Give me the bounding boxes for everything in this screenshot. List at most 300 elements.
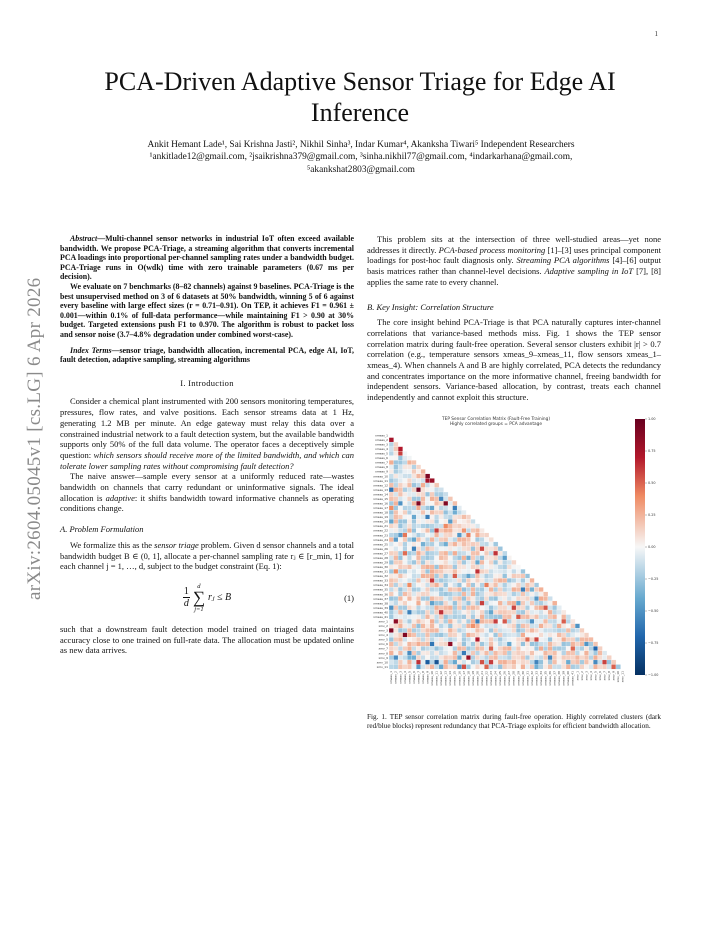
heatmap-cell — [480, 574, 485, 579]
heatmap-cell — [525, 637, 530, 642]
heatmap-cell — [434, 583, 439, 588]
heatmap-cell — [539, 614, 544, 619]
heatmap-cell — [453, 605, 458, 610]
heatmap-cell — [394, 519, 399, 524]
heatmap-cell — [416, 496, 421, 501]
heatmap-cell — [484, 587, 489, 592]
heatmap-cell — [398, 474, 403, 479]
heatmap-row-label: xmeas_40 — [373, 610, 388, 615]
heatmap-cell — [425, 524, 430, 529]
heatmap-cell — [403, 537, 408, 542]
heatmap-cell — [502, 651, 507, 656]
heatmap-cell — [434, 592, 439, 597]
heatmap-cell — [425, 533, 430, 538]
heatmap-cell — [448, 546, 453, 551]
heatmap-cell — [389, 664, 394, 669]
heatmap-cell — [453, 501, 458, 506]
related-work-paragraph — [367, 234, 661, 288]
heatmap-cell — [525, 587, 530, 592]
heatmap-cell — [457, 533, 462, 538]
heatmap-cell — [398, 637, 403, 642]
heatmap-row-label: xmeas_2 — [375, 437, 388, 442]
heatmap-cell — [557, 633, 562, 638]
heatmap-cell — [475, 601, 480, 606]
heatmap-cell — [475, 578, 480, 583]
heatmap-cell — [403, 583, 408, 588]
heatmap-cell — [453, 587, 458, 592]
heatmap-cell — [403, 605, 408, 610]
heatmap-cell — [389, 592, 394, 597]
heatmap-cell — [421, 583, 426, 588]
heatmap-cell — [462, 564, 467, 569]
heatmap-cell — [521, 596, 526, 601]
author-emails: ¹ankitlade12@gmail.com, ²jsaikrishna379@gmail.com, ³sinha.nikhil77@gmail.com, ⁴indarkarhana@gmail.com, — [149, 152, 573, 163]
heatmap-cell — [439, 551, 444, 556]
heatmap-cell — [403, 542, 408, 547]
heatmap-cell — [457, 655, 462, 660]
heatmap-cell — [471, 642, 476, 647]
heatmap-cell — [403, 492, 408, 497]
colorbar-tick-label: −0.75 — [648, 641, 659, 646]
heatmap-cell — [480, 587, 485, 592]
heatmap-cell — [430, 546, 435, 551]
author-block — [58, 139, 664, 176]
heatmap-cell — [457, 564, 462, 569]
heatmap-cell — [453, 610, 458, 615]
heatmap-cell — [521, 664, 526, 669]
heatmap-cell — [575, 651, 580, 656]
heatmap-cell — [498, 610, 503, 615]
heatmap-cell — [425, 569, 430, 574]
heatmap-cell — [434, 601, 439, 606]
heatmap-cell — [471, 651, 476, 656]
heatmap-cell — [407, 465, 412, 470]
heatmap-cell — [421, 578, 426, 583]
heatmap-cell — [398, 469, 403, 474]
heatmap-cell — [516, 623, 521, 628]
heatmap-cell — [466, 578, 471, 583]
heatmap-cell — [434, 642, 439, 647]
heatmap-cell — [457, 596, 462, 601]
heatmap-cell — [561, 651, 566, 656]
heatmap-cell — [398, 542, 403, 547]
heatmap-cell — [448, 601, 453, 606]
heatmap-cell — [466, 560, 471, 565]
heatmap-cell — [416, 537, 421, 542]
heatmap-cell — [552, 619, 557, 624]
heatmap-cell — [434, 524, 439, 529]
colorbar-tick-label: −1.00 — [648, 673, 659, 678]
heatmap-cell — [453, 592, 458, 597]
heatmap-cell — [462, 592, 467, 597]
heatmap-cell — [394, 587, 399, 592]
heatmap-row-labels — [373, 433, 388, 668]
heatmap-cell — [475, 646, 480, 651]
heatmap-cell — [453, 655, 458, 660]
heatmap-column-label: xmeas_33 — [534, 670, 539, 686]
heatmap-cell — [389, 646, 394, 651]
heatmap-cell — [521, 605, 526, 610]
colorbar-tick-label: 0.25 — [648, 513, 656, 518]
heatmap-cell — [425, 555, 430, 560]
heatmap-cell — [475, 623, 480, 628]
heatmap-cell — [434, 528, 439, 533]
heatmap-cell — [403, 569, 408, 574]
heatmap-cell — [421, 596, 426, 601]
equation-rhs: rⱼ ≤ B — [207, 591, 232, 603]
problem-paragraph-2: such that a downstream fault detection model trained on triaged data maintains accuracy close to one trained on full-rate data. The allocation must be updated online as new data arrives. — [60, 623, 354, 656]
heatmap-cell — [398, 587, 403, 592]
colorbar-tick-label: 0.00 — [648, 545, 656, 550]
heatmap-cell — [457, 619, 462, 624]
heatmap-cell — [439, 528, 444, 533]
heatmap-cell — [507, 560, 512, 565]
heatmap-cell — [580, 628, 585, 633]
heatmap-cell — [398, 451, 403, 456]
heatmap-row-label: xmeas_29 — [373, 560, 388, 565]
heatmap-column-label: xmeas_5 — [407, 670, 412, 684]
sigma-symbol: ∑ — [192, 587, 205, 607]
heatmap-cell — [453, 505, 458, 510]
heatmap-cell — [412, 560, 417, 565]
heatmap-cell — [403, 587, 408, 592]
heatmap-cell — [571, 633, 576, 638]
heatmap-cell — [498, 578, 503, 583]
heatmap-cell — [412, 542, 417, 547]
abstract-label: Abstract — [70, 234, 98, 243]
heatmap-column-label: xmeas_8 — [420, 670, 425, 684]
heatmap-row-label: xmv_1 — [378, 619, 388, 624]
heatmap-cell — [394, 633, 399, 638]
heatmap-cell — [484, 592, 489, 597]
key-insight-paragraph: The core insight behind PCA-Triage is that PCA naturally captures inter-channel correlations that variance-based methods miss. Fig. 1 shows the TEP sensor correlation matrix during fault-free operation. Several sensor clusters exhibit |r| > 0.7 correlation (e.g., temperature sensors xmeas_9–xmeas_11, flow sensors xmeas_1–xmeas_4). When channels A and B are highly correlated, PCA detects the redundancy and concentrates importance on the more informative channel, freeing bandwidth for independent sensors. Variance-based allocation, by contrast, treats each channel independently and cannot exploit this structure. — [367, 317, 661, 403]
heatmap-cell — [403, 528, 408, 533]
heatmap-cell — [480, 551, 485, 556]
heatmap-cell — [525, 633, 530, 638]
heatmap-cell — [475, 533, 480, 538]
heatmap-cell — [484, 560, 489, 565]
heatmap-cell — [425, 542, 430, 547]
heatmap-cell — [502, 555, 507, 560]
heatmap-cell — [443, 651, 448, 656]
heatmap-cell — [489, 642, 494, 647]
heatmap-cell — [448, 533, 453, 538]
heatmap-cell — [466, 628, 471, 633]
heatmap-cell — [466, 651, 471, 656]
heatmap-cell — [434, 564, 439, 569]
heatmap-cell — [430, 633, 435, 638]
heatmap-cell — [552, 605, 557, 610]
related-text-c: [4]–[6] output basis matrices rather than channel-level decisions. — [367, 255, 661, 277]
heatmap-cell — [471, 623, 476, 628]
heatmap-cell — [525, 596, 530, 601]
problem-p1-text-a: We formalize this as the — [70, 539, 155, 550]
heatmap-row-label: xmeas_10 — [373, 474, 388, 479]
heatmap-cell — [443, 537, 448, 542]
sum-upper-limit: d — [197, 582, 201, 590]
heatmap-cell — [507, 623, 512, 628]
heatmap-cell — [471, 569, 476, 574]
heatmap-row-label: xmeas_20 — [373, 519, 388, 524]
equation-sum — [193, 583, 205, 613]
heatmap-cell — [457, 551, 462, 556]
heatmap-cell — [439, 605, 444, 610]
heatmap-cell — [398, 642, 403, 647]
heatmap-cell — [516, 596, 521, 601]
heatmap-cell — [416, 505, 421, 510]
heatmap-cell — [407, 578, 412, 583]
heatmap-cell — [394, 664, 399, 669]
heatmap-cell — [480, 546, 485, 551]
heatmap-cell — [407, 601, 412, 606]
heatmap-cell — [448, 551, 453, 556]
heatmap-cell — [471, 574, 476, 579]
heatmap-cell — [512, 578, 517, 583]
heatmap-cell — [403, 574, 408, 579]
heatmap-cell — [512, 619, 517, 624]
heatmap-cell — [521, 628, 526, 633]
heatmap-cell — [425, 610, 430, 615]
heatmap-cell — [521, 655, 526, 660]
equation-number: (1) — [344, 592, 354, 603]
heatmap-cell — [453, 537, 458, 542]
heatmap-cell — [430, 574, 435, 579]
heatmap-cell — [471, 601, 476, 606]
intro-paragraph-1 — [60, 396, 354, 471]
heatmap-cell — [466, 515, 471, 520]
heatmap-cell — [443, 655, 448, 660]
heatmap-cell — [512, 569, 517, 574]
heatmap-cell — [416, 651, 421, 656]
heatmap-cell — [443, 601, 448, 606]
heatmap-cell — [425, 546, 430, 551]
heatmap-cell — [412, 601, 417, 606]
heatmap-row-label: xmv_5 — [378, 637, 388, 642]
heatmap-cell — [548, 664, 553, 669]
heatmap-row-label: xmeas_38 — [373, 601, 388, 606]
heatmap-cell — [434, 537, 439, 542]
heatmap-cell — [566, 614, 571, 619]
heatmap-cell — [462, 610, 467, 615]
heatmap-cell — [534, 646, 539, 651]
heatmap-cell — [443, 574, 448, 579]
heatmap-cell — [439, 564, 444, 569]
heatmap-cell — [389, 555, 394, 560]
heatmap-cell — [507, 637, 512, 642]
heatmap-cell — [425, 574, 430, 579]
heatmap-cell — [462, 560, 467, 565]
figure-caption: Fig. 1. TEP sensor correlation matrix during fault-free operation. Highly correlated clusters (dark red/blue blocks) represent redundancy that PCA-Triage exploits for efficient bandwidth allocation. — [367, 712, 661, 731]
heatmap-cell — [512, 614, 517, 619]
heatmap-cell — [471, 633, 476, 638]
heatmap-cell — [443, 528, 448, 533]
heatmap-cell — [439, 487, 444, 492]
heatmap-cell — [407, 537, 412, 542]
heatmap-cell — [394, 496, 399, 501]
heatmap-cell — [493, 646, 498, 651]
heatmap-cell — [557, 605, 562, 610]
heatmap-cell — [430, 637, 435, 642]
heatmap-cell — [489, 605, 494, 610]
heatmap-column-label: xmv_9 — [611, 670, 616, 681]
heatmap-cell — [394, 460, 399, 465]
heatmap-cell — [507, 574, 512, 579]
heatmap-cell — [525, 574, 530, 579]
heatmap-cell — [521, 637, 526, 642]
heatmap-cell — [394, 578, 399, 583]
heatmap-cell — [466, 614, 471, 619]
heatmap-cell — [530, 623, 535, 628]
heatmap-cell — [398, 560, 403, 565]
heatmap-cell — [552, 628, 557, 633]
heatmap-cell — [484, 537, 489, 542]
heatmap-cell — [539, 637, 544, 642]
heatmap-cell — [425, 655, 430, 660]
heatmap-cell — [448, 528, 453, 533]
heatmap-cell — [416, 605, 421, 610]
heatmap-cell — [561, 637, 566, 642]
heatmap-cell — [489, 578, 494, 583]
heatmap-column-label: xmeas_24 — [493, 670, 498, 686]
heatmap-cell — [453, 664, 458, 669]
heatmap-cell — [571, 655, 576, 660]
heatmap-cell — [430, 651, 435, 656]
heatmap-cell — [407, 478, 412, 483]
heatmap-cell — [412, 487, 417, 492]
heatmap-column-label: xmeas_38 — [557, 670, 562, 686]
heatmap-cell — [439, 660, 444, 665]
heatmap-cell — [466, 619, 471, 624]
heatmap-cell — [480, 646, 485, 651]
heatmap-cell — [471, 537, 476, 542]
heatmap-cell — [448, 587, 453, 592]
heatmap-cell — [507, 655, 512, 660]
heatmap-row-label: xmeas_33 — [373, 578, 388, 583]
heatmap-cell — [539, 633, 544, 638]
heatmap-cell — [425, 578, 430, 583]
heatmap-cell — [534, 664, 539, 669]
heatmap-cell — [539, 651, 544, 656]
heatmap-cell — [407, 474, 412, 479]
heatmap-cell — [439, 587, 444, 592]
heatmap-cell — [561, 642, 566, 647]
heatmap-column-label: xmeas_1 — [389, 670, 394, 684]
heatmap-cell — [398, 592, 403, 597]
heatmap-cell — [421, 519, 426, 524]
heatmap-cell — [480, 537, 485, 542]
heatmap-cell — [430, 619, 435, 624]
heatmap-cell — [475, 633, 480, 638]
heatmap-cell — [443, 614, 448, 619]
heatmap-cell — [471, 592, 476, 597]
heatmap-cell — [471, 646, 476, 651]
heatmap-cell — [430, 483, 435, 488]
heatmap-cell — [412, 605, 417, 610]
heatmap-row-label: xmeas_5 — [375, 451, 388, 456]
heatmap-cell — [571, 628, 576, 633]
heatmap-column-label: xmeas_34 — [538, 670, 543, 686]
heatmap-column-label: xmv_6 — [597, 670, 602, 681]
heatmap-cell — [430, 623, 435, 628]
heatmap-cell — [512, 601, 517, 606]
heatmap-cell — [389, 501, 394, 506]
heatmap-row-label: xmeas_30 — [373, 564, 388, 569]
heatmap-cell — [448, 564, 453, 569]
heatmap-cell — [484, 569, 489, 574]
heatmap-cell — [443, 515, 448, 520]
heatmap-cell — [434, 664, 439, 669]
heatmap-cell — [484, 655, 489, 660]
heatmap-cell — [434, 614, 439, 619]
heatmap-column-label: xmeas_7 — [416, 670, 421, 684]
heatmap-cell — [512, 633, 517, 638]
heatmap-cell — [557, 655, 562, 660]
heatmap-cell — [530, 587, 535, 592]
heatmap-cell — [525, 642, 530, 647]
heatmap-cell — [475, 664, 480, 669]
heatmap-cell — [475, 605, 480, 610]
heatmap-cell — [434, 619, 439, 624]
heatmap-cell — [530, 601, 535, 606]
heatmap-cell — [425, 564, 430, 569]
heatmap-cell — [480, 633, 485, 638]
heatmap-cell — [416, 592, 421, 597]
heatmap-cell — [525, 605, 530, 610]
heatmap-cell — [421, 605, 426, 610]
colorbar-tick-label: −0.50 — [648, 609, 659, 614]
heatmap-cell — [457, 569, 462, 574]
heatmap-cell — [389, 496, 394, 501]
heatmap-cell — [548, 642, 553, 647]
heatmap-cell — [480, 583, 485, 588]
colorbar-tick-label: 0.50 — [648, 481, 656, 486]
heatmap-row-label: xmv_10 — [376, 660, 388, 665]
heatmap-cell — [480, 623, 485, 628]
heatmap-cell — [521, 587, 526, 592]
heatmap-column-label: xmv_11 — [620, 670, 625, 683]
heatmap-cell — [530, 592, 535, 597]
heatmap-cell — [507, 633, 512, 638]
heatmap-cell — [453, 519, 458, 524]
right-column — [367, 234, 661, 738]
heatmap-cell — [421, 533, 426, 538]
heatmap-cell — [475, 637, 480, 642]
heatmap-cell — [430, 601, 435, 606]
heatmap-cell — [412, 496, 417, 501]
heatmap-cell — [457, 651, 462, 656]
heatmap-cell — [561, 623, 566, 628]
heatmap-cell — [403, 496, 408, 501]
heatmap-cell — [407, 646, 412, 651]
heatmap-cell — [502, 583, 507, 588]
heatmap-cell — [412, 660, 417, 665]
heatmap-cell — [566, 664, 571, 669]
heatmap-cell — [480, 560, 485, 565]
heatmap-cell — [443, 524, 448, 529]
heatmap-cell — [434, 569, 439, 574]
heatmap-cell — [575, 646, 580, 651]
heatmap-cell — [575, 637, 580, 642]
heatmap-cell — [416, 501, 421, 506]
heatmap-cell — [493, 560, 498, 565]
heatmap-cell — [407, 587, 412, 592]
heatmap-cell — [412, 555, 417, 560]
heatmap-cell — [421, 483, 426, 488]
heatmap-cell — [462, 642, 467, 647]
heatmap-cell — [389, 537, 394, 542]
heatmap-cell — [457, 510, 462, 515]
heatmap-cell — [434, 551, 439, 556]
